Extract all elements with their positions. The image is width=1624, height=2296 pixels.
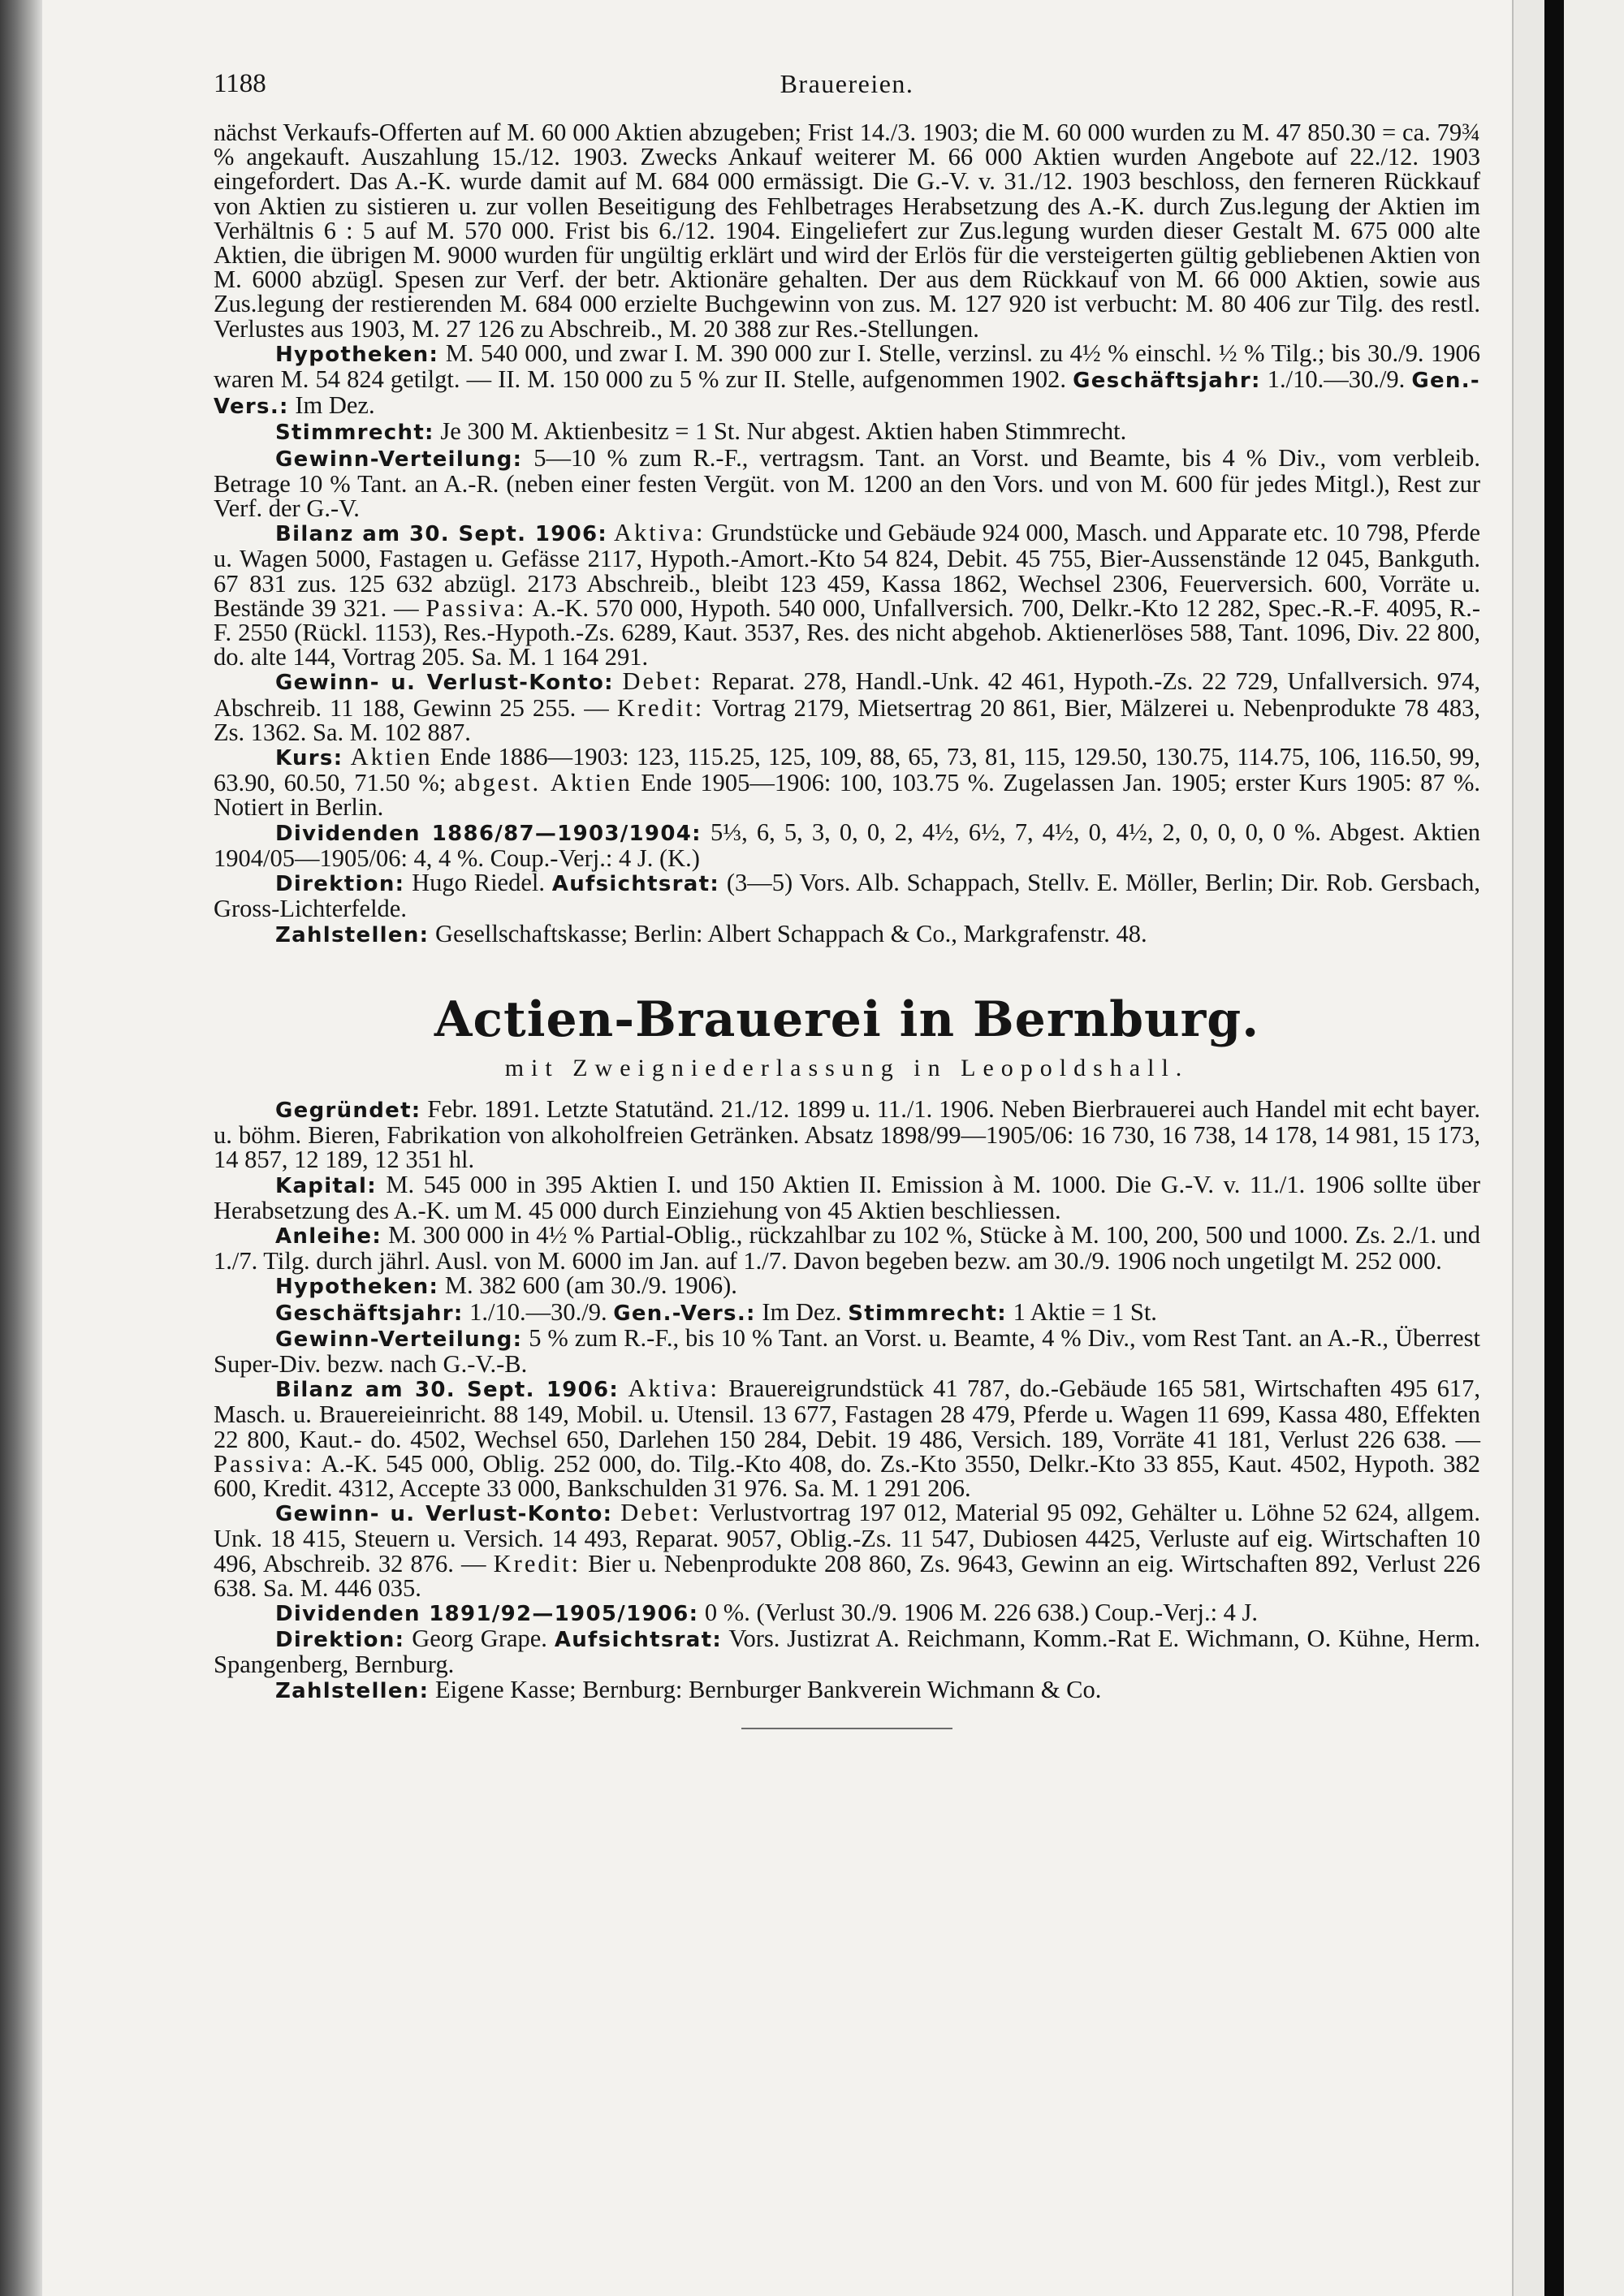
dividenden-label: Dividenden 1886/87—1903/1904: bbox=[275, 821, 702, 846]
kredit-label: Kredit: bbox=[493, 1549, 581, 1577]
aufsichtsrat-text: (3—5) Vors. Alb. Schappach, Stellv. E. Möller, Berlin; Dir. Rob. Gersbach, Gross-Lichterfelde. bbox=[214, 869, 1480, 923]
aufsichtsrat-label: Aufsichtsrat: bbox=[554, 1628, 723, 1653]
aktiva-text: Grundstücke und Gebäude 924 000, Masch. und Apparate etc. 10 798, Pferde u. Wagen 5000, Fastagen u. Gefässe 2117, Hypoth.-Amort.-Kto 54 824, Debit. 45 755, Bier-Aussenstände 12 045, Bankguth. 67 831 zus. 125 632 abzügl. 2173 Abschreib., bleibt 123 459, Kassa 1862, Wechsel 2306, Feuerversich. 600, Vorräte u. Bestände 39 321. — bbox=[214, 519, 1480, 622]
geschaeftsjahr-label: Geschäftsjahr: bbox=[275, 1301, 464, 1326]
direktion-paragraph bbox=[214, 870, 1480, 921]
passiva-label: Passiva: bbox=[214, 1449, 314, 1478]
geschaeftsjahr-paragraph bbox=[214, 1297, 1480, 1326]
dividenden-text: 5⅓, 6, 5, 3, 0, 0, 2, 4½, 6½, 7, 4½, 0, 4½, 2, 0, 0, 0, 0 %. Abgest. Aktien 1904/05—1905/06: 4, 4 %. Coup.-Verj.: 4 J. (K.) bbox=[214, 818, 1480, 872]
bilanz-paragraph bbox=[214, 520, 1480, 669]
aktiva-text: Brauereigrundstück 41 787, do.-Gebäude 165 581, Wirtschaften 495 617, Masch. u. Brauereieinricht. 88 149, Mobil. u. Utensil. 13 677, Fastagen 28 479, Pferde u. Wagen 11 699, Kassa 480, Effekten 22 800, Kaut.- do. 4502, Wechsel 650, Darlehen 150 284, Debit. 19 486, Versich. 189, Vorräte 41 181, Verlust 226 638. — bbox=[214, 1375, 1481, 1453]
hypotheken-paragraph bbox=[214, 341, 1480, 420]
direktion-text: Hugo Riedel. bbox=[404, 869, 545, 897]
aufsichtsrat-text: Vors. Justizrat A. Reichmann, Komm.-Rat E. Wichmann, O. Kühne, Herm. Spangenberg, Bernburg. bbox=[214, 1625, 1480, 1679]
kredit-text: Vortrag 2179, Mietsertrag 20 861, Bier, Mälzerei u. Nebenprodukte 78 483, Zs. 1362. Sa. M. 102 887. bbox=[214, 693, 1480, 746]
history-paragraph: nächst Verkaufs-Offerten auf M. 60 000 Aktien abzugeben; Frist 14./3. 1903; die M. 60 000 wurden zu M. 47 850.30 = ca. 79¾ % angekauft. Auszahlung 15./12. 1903. Zwecks Ankauf weiterer M. 66 000 Aktien wurden Angebote auf 22./12. 1903 eingefordert. Das A.-K. wurde damit auf M. 684 000 ermässigt. Die G.-V. v. 31./12. 1903 beschloss, den ferneren Rückkauf von Aktien zu sistieren u. zur vollen Beseitigung des Fehlbetrages Herabsetzung des A.-K. durch Zus.legung der Aktien im Verhältnis 6 : 5 auf M. 570 000. Frist bis 6./12. 1904. Eingeliefert zur Zus.legung wurden dieser Gestalt M. 675 000 alte Aktien, die übrigen M. 9000 wurden für ungültig erklärt und wird der Erlös für die versteigerten gültig gebliebenen Aktien von M. 6000 abzügl. Spesen zur Verf. der betr. Aktionäre gehalten. Der aus dem Rückkauf von M. 66 000 Aktien, sowie aus Zus.legung der restierenden M. 684 000 erzielte Buchgewinn von zus. M. 127 920 ist verbucht: M. 80 406 zur Tilg. des restl. Verlustes aus 1903, M. 27 126 zu Abschreib., M. 20 388 zur Res.-Stellungen. bbox=[214, 119, 1480, 343]
kurs-text-a: Ende 1886—1903: 123, 115.25, 125, 109, 88, 65, 73, 81, 115, 129.50, 130.75, 114.75, 106, 116.50, 99, 63.90, 60.50, 71.50 %; bbox=[214, 743, 1481, 797]
kurs-paragraph bbox=[214, 744, 1480, 820]
anleihe-label: Anleihe: bbox=[275, 1224, 382, 1249]
running-head: Brauereien. bbox=[780, 69, 914, 98]
section-bernburg bbox=[214, 1094, 1481, 1703]
direktion-paragraph bbox=[214, 1626, 1480, 1677]
debet-text: Reparat. 278, Handl.-Unk. 42 461, Hypoth.-Zs. 22 729, Unfallversich. 974, Abschreib. 11 188, Gewinn 25 255. — bbox=[214, 667, 1480, 722]
bilanz-label: Bilanz am 30. Sept. 1906: bbox=[275, 1378, 620, 1403]
gewinn-verteilung-paragraph bbox=[214, 443, 1480, 523]
passiva-text: A.-K. 570 000, Hypoth. 540 000, Unfallversich. 700, Delkr.-Kto 12 282, Spec.-R.-F. 4095, R.-F. 2550 (Rückl. 1153), Res.-Hypoth.-Zs. 6289, Kaut. 3537, Res. des nicht abgehob. Aktienerlöses 588, Tant. 1096, Div. 22 800, do. alte 144, Vortrag 205. Sa. M. 1 164 291. bbox=[214, 593, 1480, 671]
gegruendet-text: Febr. 1891. Letzte Statutänd. 21./12. 1899 u. 11./1. 1906. Neben Bierbrauerei auch Handel mit echt bayer. u. böhm. Bieren, Fabrikation von alkoholfreien Getränken. Absatz 1898/99—1905/06: 16 730, 16 738, 14 178, 14 981, 15 173, 14 857, 12 189, 12 351 hl. bbox=[214, 1094, 1480, 1174]
dividenden-text: 0 %. (Verlust 30./9. 1906 M. 226 638.) Coup.-Verj.: 4 J. bbox=[698, 1598, 1259, 1626]
kapital-paragraph bbox=[214, 1172, 1480, 1223]
debet-label: Debet: bbox=[622, 667, 703, 696]
dividenden-paragraph bbox=[214, 820, 1480, 870]
stimmrecht-label: Stimmrecht: bbox=[848, 1301, 1007, 1326]
hypotheken-label: Hypotheken: bbox=[275, 342, 439, 367]
anleihe-text: M. 300 000 in 4½ % Partial-Oblig., rückzahlbar zu 102 %, Stücke à M. 100, 200, 500 und 1000. Zs. 2./1. und 1./7. Tilg. durch jährl. Ausl. von M. 6000 im Jan. auf 1./7. Davon begeben bezw. am 30./9. 1906 noch ungetilgt M. 252 000. bbox=[214, 1220, 1480, 1275]
zahlstellen-paragraph bbox=[214, 1677, 1480, 1703]
section-end-rule bbox=[741, 1728, 952, 1729]
guv-label: Gewinn- u. Verlust-Konto: bbox=[275, 1502, 613, 1527]
kredit-text: Bier u. Nebenprodukte 208 860, Zs. 9643, Gewinn an eig. Wirtschaften 892, Verlust 226 638. Sa. M. 446 035. bbox=[214, 1549, 1480, 1602]
kurs-abgest-label: abgest. Aktien bbox=[454, 769, 633, 797]
zahlstellen-label: Zahlstellen: bbox=[275, 1678, 430, 1703]
kapital-text: M. 545 000 in 395 Aktien I. und 150 Aktien II. Emission à M. 1000. Die G.-V. v. 11./1. 1906 sollte über Herabsetzung des A.-K. um M. 45 000 durch Einziehung von 45 Aktien beschliessen. bbox=[214, 1170, 1480, 1224]
stimmrecht-label: Stimmrecht: bbox=[275, 421, 434, 446]
anleihe-paragraph bbox=[214, 1220, 1480, 1275]
gewinn-verteilung-label: Gewinn-Verteilung: bbox=[275, 447, 523, 472]
stimmrecht-text: 1 Aktie = 1 St. bbox=[1006, 1297, 1157, 1326]
stimmrecht-text: Je 300 M. Aktienbesitz = 1 St. Nur abgest. Aktien haben Stimmrecht. bbox=[434, 417, 1127, 446]
guv-label: Gewinn- u. Verlust-Konto: bbox=[275, 671, 614, 696]
gen-vers-text: Im Dez. bbox=[755, 1297, 842, 1326]
passiva-label: Passiva: bbox=[425, 593, 527, 622]
gewinn-verteilung-paragraph bbox=[214, 1323, 1480, 1378]
aktiva-label: Aktiva: bbox=[628, 1375, 719, 1403]
kredit-label: Kredit: bbox=[616, 693, 705, 722]
geschaeftsjahr-label: Geschäftsjahr: bbox=[1073, 369, 1261, 394]
kurs-aktien-label: Aktien bbox=[350, 743, 433, 771]
aktiva-label: Aktiva: bbox=[613, 519, 706, 547]
direktion-text: Georg Grape. bbox=[404, 1625, 547, 1653]
bilanz-label: Bilanz am 30. Sept. 1906: bbox=[275, 522, 608, 547]
hypotheken-text: M. 540 000, und zwar I. M. 390 000 zur I. Stelle, verzinsl. zu 4½ % einschl. ½ % Tilg.; bis 30./9. 1906 waren M. 54 824 getilgt. — II. M. 150 000 zu 5 % zur II. Stelle, aufgenommen 1902. bbox=[214, 339, 1480, 394]
aufsichtsrat-label: Aufsichtsrat: bbox=[551, 872, 720, 897]
stimmrecht-paragraph bbox=[214, 419, 1480, 445]
gen-vers-label: Gen.-Vers.: bbox=[613, 1301, 756, 1326]
direktion-label: Direktion: bbox=[275, 872, 405, 897]
page-gutter bbox=[1512, 0, 1546, 2296]
gewinn-verteilung-label: Gewinn-Verteilung: bbox=[275, 1327, 523, 1352]
gegruendet-paragraph bbox=[214, 1094, 1480, 1174]
dividenden-label: Dividenden 1891/92—1905/1906: bbox=[275, 1601, 699, 1626]
gewinn-verteilung-text: 5—10 % zum R.-F., vertragsm. Tant. an Vorst. und Beamte, bis 4 % Div., vom verbleib. Betrage 10 % Tant. an A.-R. (neben einer festen Vergüt. von M. 1200 an den Vors. und von M. 600 für jedes Mitgl.), Rest zur Verf. der G.-V. bbox=[214, 443, 1480, 523]
guv-paragraph bbox=[214, 669, 1480, 744]
gen-vers-label: Gen.-Vers.: bbox=[214, 369, 1481, 420]
direktion-label: Direktion: bbox=[275, 1628, 405, 1653]
company-title: Actien-Brauerei in Bernburg. bbox=[434, 990, 1260, 1048]
geschaeftsjahr-text: 1./10.—30./9. bbox=[1260, 365, 1406, 394]
hypotheken-label: Hypotheken: bbox=[275, 1275, 439, 1300]
passiva-text: A.-K. 545 000, Oblig. 252 000, do. Tilg.-Kto 408, do. Zs.-Kto 3550, Delkr.-Kto 33 855, Kaut. 4502, Hypoth. 382 600, Kredit. 4312, Accepte 33 000, Bankschulden 31 976. Sa. M. 1 291 206. bbox=[214, 1449, 1480, 1502]
zahlstellen-label: Zahlstellen: bbox=[275, 922, 430, 947]
zahlstellen-text: Gesellschaftskasse; Berlin: Albert Schappach & Co., Markgrafenstr. 48. bbox=[429, 919, 1147, 947]
dividenden-paragraph bbox=[214, 1600, 1480, 1626]
zahlstellen-paragraph bbox=[214, 921, 1480, 947]
zahlstellen-text: Eigene Kasse; Bernburg: Bernburger Bankverein Wichmann & Co. bbox=[429, 1675, 1102, 1703]
guv-paragraph bbox=[214, 1500, 1480, 1600]
gewinn-verteilung-text: 5 % zum R.-F., bis 10 % Tant. an Vorst. u. Beamte, 4 % Div., vom Rest Tant. an A.-R., Überrest Super-Div. bezw. nach G.-V.-B. bbox=[214, 1323, 1480, 1378]
page-edge-shadow bbox=[1544, 0, 1564, 2296]
bilanz-paragraph bbox=[214, 1376, 1480, 1500]
geschaeftsjahr-text: 1./10.—30./9. bbox=[463, 1297, 607, 1326]
facing-page-margin bbox=[1564, 0, 1624, 2296]
kapital-label: Kapital: bbox=[275, 1173, 377, 1198]
hypotheken-paragraph bbox=[214, 1273, 1480, 1299]
kurs-text-b: Ende 1905—1906: 100, 103.75 %. Zugelassen Jan. 1905; erster Kurs 1905: 87 %. Notiert in Berlin. bbox=[214, 769, 1480, 822]
document-page bbox=[214, 71, 1480, 1729]
kurs-label: Kurs: bbox=[275, 746, 343, 771]
company-subtitle: mit Zweigniederlassung in Leopoldshall. bbox=[504, 1054, 1190, 1081]
section-previous-company bbox=[214, 120, 1480, 947]
debet-text: Verlustvortrag 197 012, Material 95 092, Gehälter u. Löhne 52 624, allgem. Unk. 18 415, Steuern u. Versich. 14 493, Reparat. 9057, Oblig.-Zs. 11 547, Dubiosen 4425, Verluste auf eig. Wirtschaften 10 496, Abschreib. 32 876. — bbox=[214, 1499, 1481, 1577]
debet-label: Debet: bbox=[620, 1499, 702, 1527]
gen-vers-text: Im Dez. bbox=[288, 391, 375, 420]
gegruendet-label: Gegründet: bbox=[275, 1098, 421, 1123]
page-number: 1188 bbox=[214, 69, 266, 98]
book-binding-edge bbox=[0, 0, 42, 2296]
page-header bbox=[214, 71, 1480, 120]
hypotheken-text: M. 382 600 (am 30./9. 1906). bbox=[438, 1271, 737, 1300]
